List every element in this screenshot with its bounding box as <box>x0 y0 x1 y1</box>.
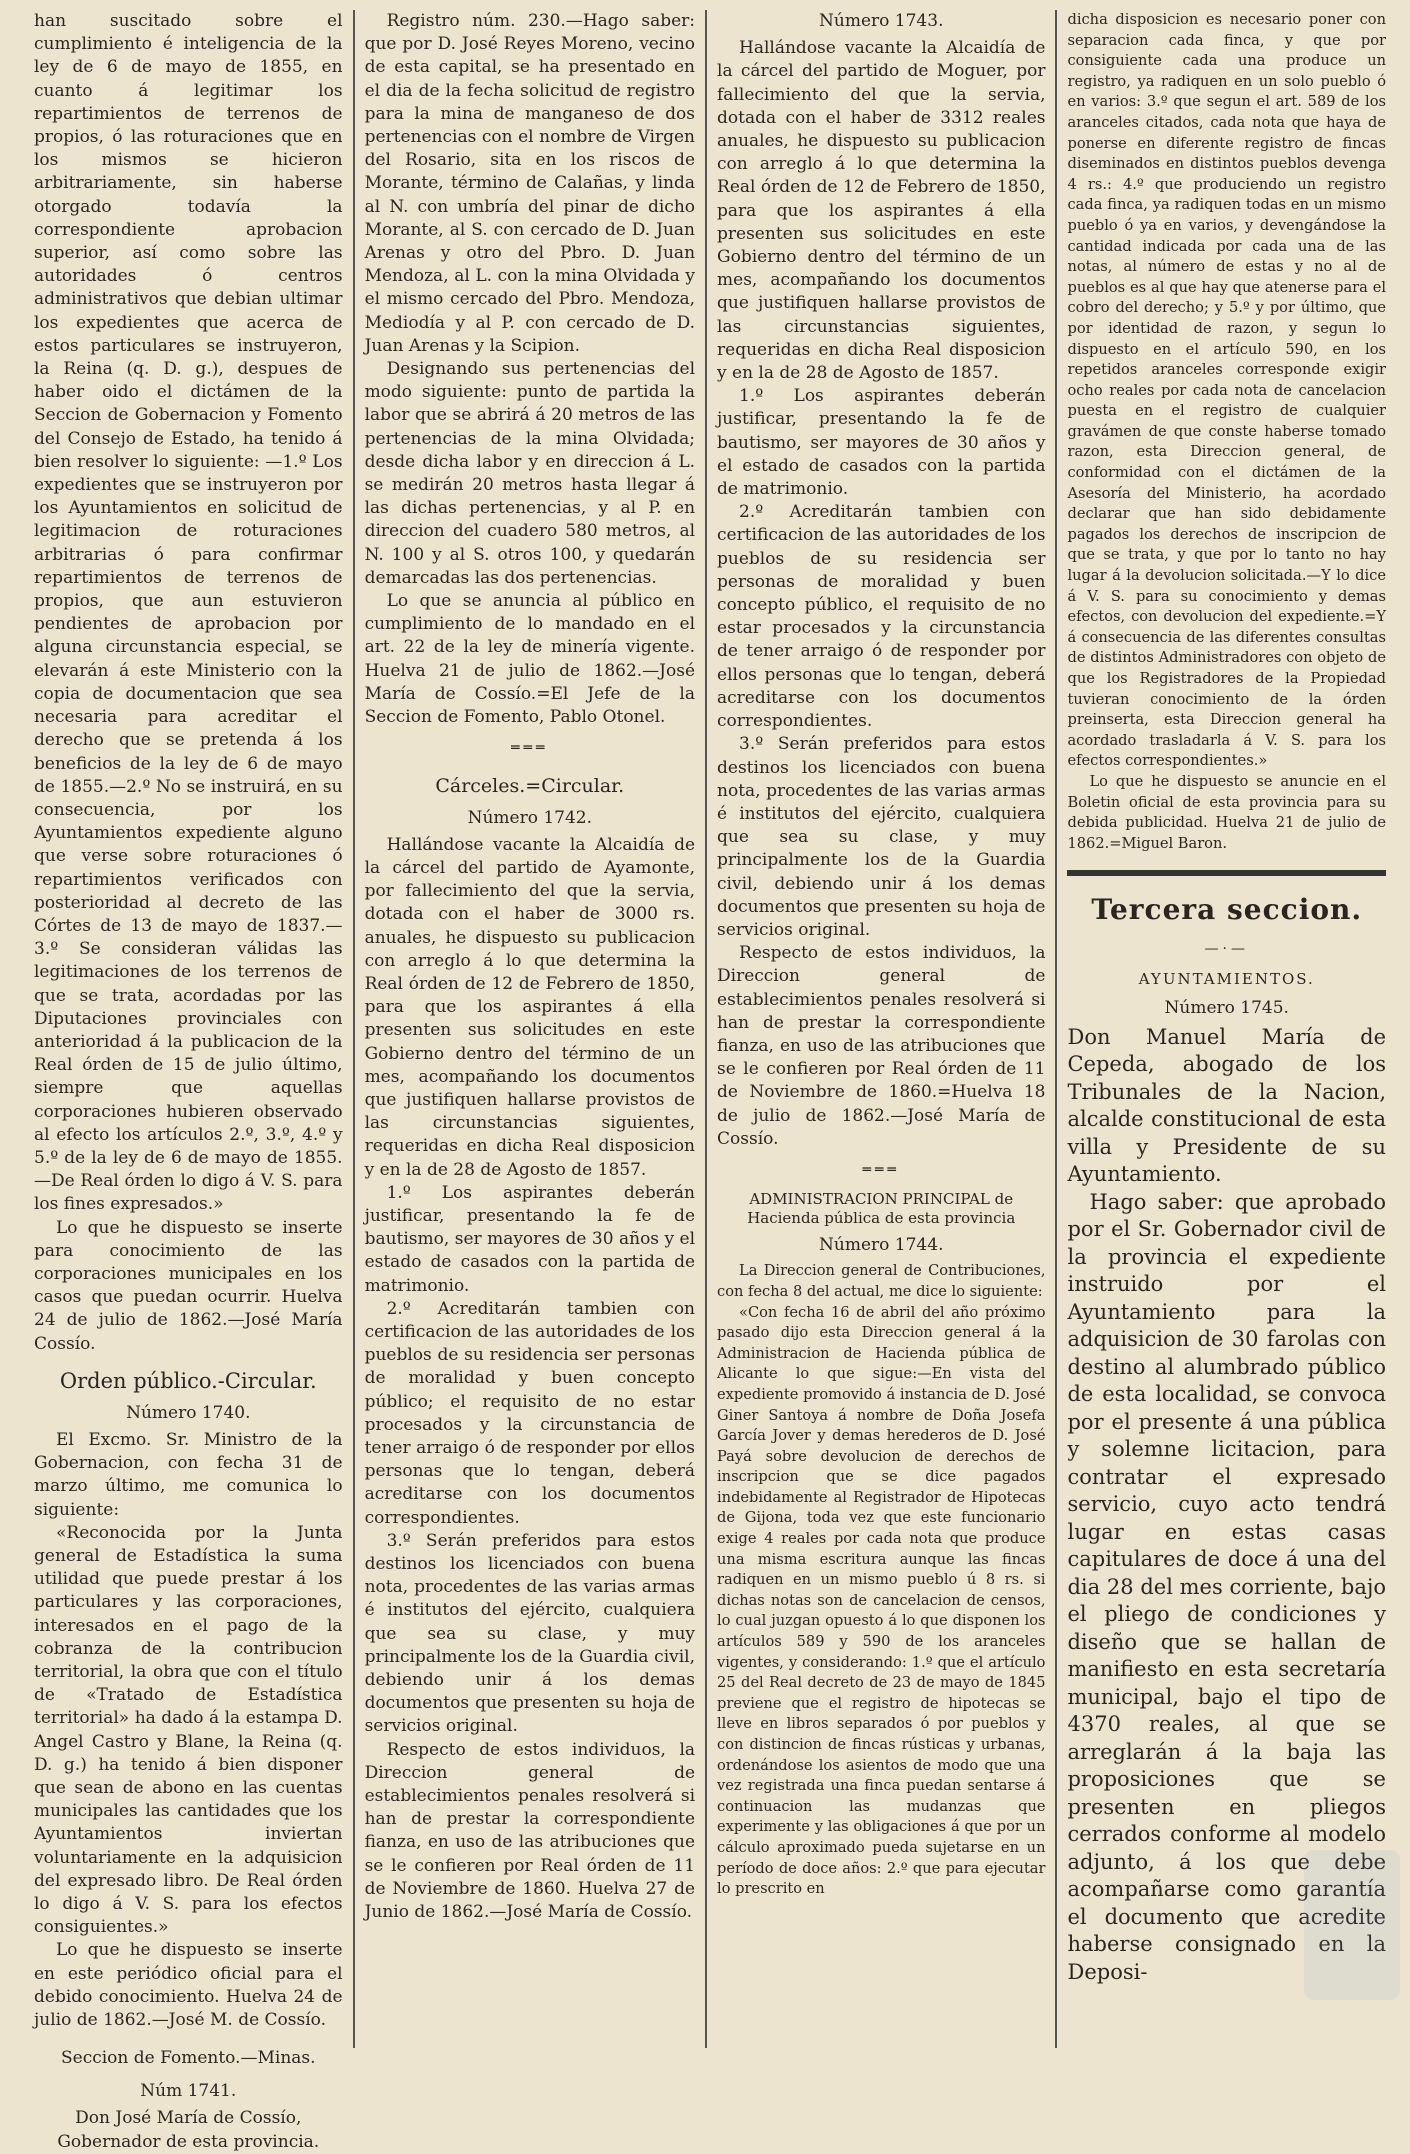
paragraph: «Reconocida por la Junta general de Estadística la suma utilidad que puede prestar á los particulares y las corporaciones, interesados en el pago de la cobranza de la contribucion territorial, la obra que con el título de «Tratado de Estadística territorial» ha dado á la estampa D. Angel Castro y Blane, la Reina (q. D. g.) ha tenido á bien disponer que sean de abono en las cuentas municipales las cantidades que los Ayuntamientos inviertan voluntariamente en la adquisicion del expresado libro. De Real órden lo digo á V. S. para los efectos consiguientes.» <box>34 1522 343 1938</box>
separator-ornament: —·— <box>1204 941 1249 958</box>
separator-ornament: ═══ <box>862 1161 900 1178</box>
item-number: Número 1740. <box>126 1402 251 1423</box>
paragraph: han suscitado sobre el cumplimiento é inteligencia de la ley de 6 de mayo de 1855, en cuanto á legitimar los repartimientos de terrenos de propios, ó las roturaciones que en los mismos se hicieron arbitrariamente, sin haberse otorgado todavía la correspondiente aprobacion superior, así como sobre las autoridades ó centros administrativos que debian ultimar los expedientes que acerca de estos particulares se instruyeron, la Reina (q. D. g.), despues de haber oido el dictámen de la Seccion de Gobernacion y Fomento del Consejo de Estado, ha tenido á bien resolver lo siguiente: —1.º Los expedientes que se instruyeron por los Ayuntamientos en solicitud de legitimacion de roturaciones arbitrarias ó para confirmar repartimientos de terrenos de propios, que aun estuvieron pendientes de aprobacion por alguna circunstancia especial, se elevarán á este Ministerio con la copia de documentacion que sea necesaria para acreditar el derecho que se pretenda á los beneficios de la ley de 6 de mayo de 1855.—2.º No se instruirá, en su consecuencia, por los Ayuntamientos expediente alguno que verse sobre roturaciones ó repartimientos verificados con posterioridad al decreto de las Córtes de 13 de mayo de 1837.—3.º Se consideran válidas las legitimaciones de los terrenos de que se trata, acordadas por las Diputaciones provinciales con anterioridad á la publicacion de la Real órden de 15 de julio último, siempre que aquellas corporaciones hubieren observado al efecto los artículos 2.º, 3.º, 4.º y 5.º de la ley de 6 de mayo de 1855.—De Real órden lo digo á V. S. para los fines expresados.» <box>34 11 343 1215</box>
paragraph: 1.º Los aspirantes deberán justificar, presentando la fe de bautismo, ser mayores de 30 años y el estado de casados con la partida de matrimonio. <box>717 386 1046 500</box>
paragraph: Lo que se anuncia al público en cumplimiento de lo mandado en el art. 22 de la ley de minería vigente. Huelva 21 de julio de 1862.—José María de Cossío.=El Jefe de la Seccion de Fomento, Pablo Otonel. <box>364 591 696 728</box>
paragraph: El Excmo. Sr. Ministro de la Gobernacion, con fecha 31 de marzo último, me comunica lo siguiente: <box>34 1429 343 1520</box>
column-4 <box>1057 10 1396 2048</box>
paragraph: dicha disposicion es necesario poner con separacion cada finca, y que por consiguiente cada una produce un registro, ya radiquen en un solo pueblo ó en varios: 3.º que segun el art. 589 de los aranceles citados, cada nota que haya de ponerse en diferente registro de fincas diseminados en distintos pueblos devenga 4 rs.: 4.º que produciendo un registro cada finca, ya radiquen todas en un mismo pueblo ó ya en varios, y devengándose la cantidad indicada por cada una de las notas, al número de estas y no al de pueblos es al que hay que atenerse para el cobro del derecho; y 5.º y por último, que por identidad de razon, y segun lo dispuesto en el artículo 590, en los repetidos aranceles corresponde exigir ocho reales por cada nota de cancelacion puesta en el registro de cualquier gravámen de que conste haberse tomado razon, esta Direccion general, de conformidad con el dictámen de la Asesoría del Ministerio, ha acordado declarar que han sido debidamente pagados los derechos de inscripcion de que se trata, y que por lo tanto no hay lugar á la devolucion solicitada.—Y lo dice á V. S. para su conocimiento y demas efectos, con devolucion del expediente.=Y á consecuencia de las diferentes consultas de distintos Administradores con objeto de que los Registradores de la Propiedad tuvieran conocimiento de la órden preinserta, esta Direccion general ha acordado trasladarla á V. S. para los efectos correspondientes.» <box>1067 11 1386 770</box>
item-number: Número 1744. <box>819 1235 944 1256</box>
paragraph: Don Manuel María de Cepeda, abogado de los Tribunales de la Nacion, alcalde constitucional de esta villa y Presidente de su Ayuntamiento. <box>1067 1024 1386 1187</box>
paragraph: «Con fecha 16 de abril del año próximo pasado dijo esta Direccion general á la Administracion de Hacienda pública de Alicante lo que sigue:—En vista del expediente promovido á instancia de D. José Giner Santoya á nombre de Doña Josefa García Jover y demas herederos de D. José Payá sobre devolucion de derechos de inscripcion que se dice pagados indebidamente al Registrador de Hipotecas de Gijona, toda vez que este funcionario exige 4 reales por cada nota que produce una misma escritura aunque las fincas radiquen en un mismo pueblo ú 8 rs. si dichas notas son de cancelacion de censos, lo cual juzgan opuesto á lo que disponen los artículos 589 y 590 de los aranceles vigentes, y considerando: 1.º que el artículo 25 del Real decreto de 23 de mayo de 1845 previene que el registro de hipotecas se lleve en libros separados ó por pueblos y con distincion de fincas rústicas y urbanas, ordenándose los asientos de modo que una vez registrada una finca puedan sentarse á continuacion las mudanzas que experimente y las obligaciones á que por un cálculo aproximado pueda sujetarse en un período de doce años: 2.º que para ejecutar lo prescrito en <box>717 1303 1046 1898</box>
paragraph: Hallándose vacante la Alcaidía de la cárcel del partido de Ayamonte, por fallecimiento del que la servia, dotada con el haber de 3000 rs. anuales, he dispuesto su publicacion con arreglo á lo que determina la Real órden de 12 de Febrero de 1850, para que los aspirantes á ella presenten sus solicitudes en este Gobierno dentro del término de un mes, acompañando los documentos que justifiquen hallarse provistos de las circunstancias siguientes, requeridas en dicha Real disposicion y en la de 28 de Agosto de 1857. <box>364 834 696 1180</box>
paragraph: Lo que he dispuesto se inserte para conocimiento de las corporaciones municipales en los casos que puedan ocurrir. Huelva 24 de julio de 1862.—José María Cossío. <box>34 1217 343 1354</box>
paragraph: Respecto de estos individuos, la Direccion general de establecimientos penales resolverá si han de prestar la correspondiente fianza, en uso de las atribuciones que se le confieren por Real órden de 11 de Noviembre de 1860. Huelva 27 de Junio de 1862.—José María de Cossío. <box>364 1739 696 1923</box>
paragraph: Lo que he dispuesto se anuncie en el Boletin oficial de esta provincia para su debida publicidad. Huelva 21 de julio de 1862.=Miguel Baron. <box>1067 772 1386 852</box>
paragraph: Hago saber: que aprobado por el Sr. Gobernador civil de la provincia el expediente instruido por el Ayuntamiento para la adquisicion de 30 farolas con destino al alumbrado público de esta localidad, se convoca por el presente á una pública y solemne licitacion, para contratar el expresado servicio, cuyo acto tendrá lugar en estas casas capitulares de doce á una del dia 28 del mes corriente, bajo el pliego de condiciones y diseño que se hallan de manifiesto en esta secretaría municipal, bajo el tipo de 4370 reales, al que se arreglarán á la baja las proposiciones que se presenten en pliegos cerrados conforme al modelo adjunto, á los que debe acompañarse como garantía el documento que acredite haberse consignado en la Deposi- <box>1067 1189 1386 1984</box>
column-3 <box>707 10 1055 2048</box>
item-number: Número 1743. <box>819 11 944 31</box>
paragraph: Lo que he dispuesto se inserte en este periódico oficial para el debido conocimiento. Huelva 24 de julio de 1862.—José M. de Cossío. <box>34 1940 343 2031</box>
section-heading: Seccion de Fomento.—Minas. <box>60 2048 316 2069</box>
paragraph: 2.º Acreditarán tambien con certificacion de las autoridades de los pueblos de su residencia ser personas de moralidad y buen concepto público; el requisito de no estar procesados y la circunstancia de tener arraigo ó de responder por ellos personas que lo tengan, deberá acreditarse con los documentos correspondientes. <box>364 1298 696 1528</box>
section-subtitle: AYUNTAMIENTOS. <box>1138 969 1315 988</box>
item-number: Número 1745. <box>1164 997 1289 1018</box>
paragraph: Don José María de Cossío, Gobernador de esta provincia. <box>57 2108 320 2152</box>
column-2 <box>355 10 705 2048</box>
paragraph: 1.º Los aspirantes deberán justificar, presentando la fe de bautismo, ser mayores de 30 años y el estado de casados con la partida de matrimonio. <box>364 1182 696 1296</box>
paragraph: 3.º Serán preferidos para estos destinos los licenciados con buena nota, procedentes de las varias armas é institutos del ejército, cualquiera que sea su clase, y muy principalmente los de la Guardia civil, debiendo unir á los demas documentos que presenten su hoja de servicios original. <box>717 734 1046 940</box>
section-title: Tercera seccion. <box>1091 893 1363 927</box>
section-divider <box>1067 870 1386 876</box>
item-number: Número 1742. <box>467 807 592 828</box>
section-heading: ADMINISTRACION PRINCIPAL de Hacienda pública de esta provincia <box>747 1190 1016 1228</box>
library-stamp <box>1304 1850 1400 2000</box>
column-1 <box>24 10 353 2152</box>
paragraph: Respecto de estos individuos, la Direccion general de establecimientos penales resolverá si han de prestar la correspondiente fianza, en uso de las atribuciones que se le confieren por Real órden de 11 de Noviembre de 1860.=Huelva 18 de julio de 1862.—José María de Cossío. <box>717 943 1046 1149</box>
paragraph: Registro núm. 230.—Hago saber: que por D. José Reyes Moreno, vecino de esta capital, se ha presentado en el dia de la fecha solicitud de registro para la mina de manganeso de dos pertenencias con el nombre de Virgen del Rosario, sita en los riscos de Morante, término de Calañas, y linda al N. con umbría del pinar de dicho Morante, al S. con cercado de D. Juan Arenas y otro del Pbro. D. Juan Mendoza, al L. con la mina Olvidada y el mismo cercado del Pbro. Mendoza, Mediodía y al P. con cercado de D. Juan Arenas y la Scipion. <box>364 11 696 356</box>
section-heading: Orden público.-Circular. <box>59 1368 317 1393</box>
paragraph: Hallándose vacante la Alcaidía de la cárcel del partido de Moguer, por fallecimiento del que la servia, dotada con el haber de 3312 reales anuales, he dispuesto su publicacion con arreglo á lo que determina la Real órden de 12 de Febrero de 1850, para que los aspirantes á ella presenten sus solicitudes en este Gobierno dentro del término de un mes, acompañando los documentos que justifiquen hallarse provistos de las circunstancias siguientes, requeridas en dicha Real disposicion y en la de 28 de Agosto de 1857. <box>717 38 1046 384</box>
paragraph: 2.º Acreditarán tambien con certificacion de las autoridades de los pueblos de su residencia ser personas de moralidad y buen concepto público, el requisito de no estar procesados y la circunstancia de tener arraigo ó de responder por ellos personas que lo tengan, deberá acreditarse con los documentos correspondientes. <box>717 502 1046 732</box>
separator-ornament: ═══ <box>511 740 549 757</box>
item-number: Núm 1741. <box>140 2081 237 2102</box>
paragraph: Designando sus pertenencias del modo siguiente: punto de partida la labor que se abrirá á 20 metros de las pertenencias de la mina Olvidada; desde dicha labor y en direccion á L. se medirán 20 metros hasta llegar á las dichas pertenencias, y al P. en direccion del cuadero 580 metros, al N. 100 y al S. otros 100, y quedarán demarcadas las dos pertenencias. <box>364 359 696 588</box>
paragraph: La Direccion general de Contribuciones, con fecha 8 del actual, me dice lo siguiente: <box>717 1262 1046 1300</box>
section-heading: Cárceles.=Circular. <box>435 774 625 797</box>
paragraph: 3.º Serán preferidos para estos destinos los licenciados con buena nota, procedentes de las varias armas é institutos del ejército, cualquiera que sea su clase, y muy principalmente los de la Guardia civil, debiendo unir á los demas documentos que presenten su hoja de servicios original. <box>364 1530 696 1737</box>
